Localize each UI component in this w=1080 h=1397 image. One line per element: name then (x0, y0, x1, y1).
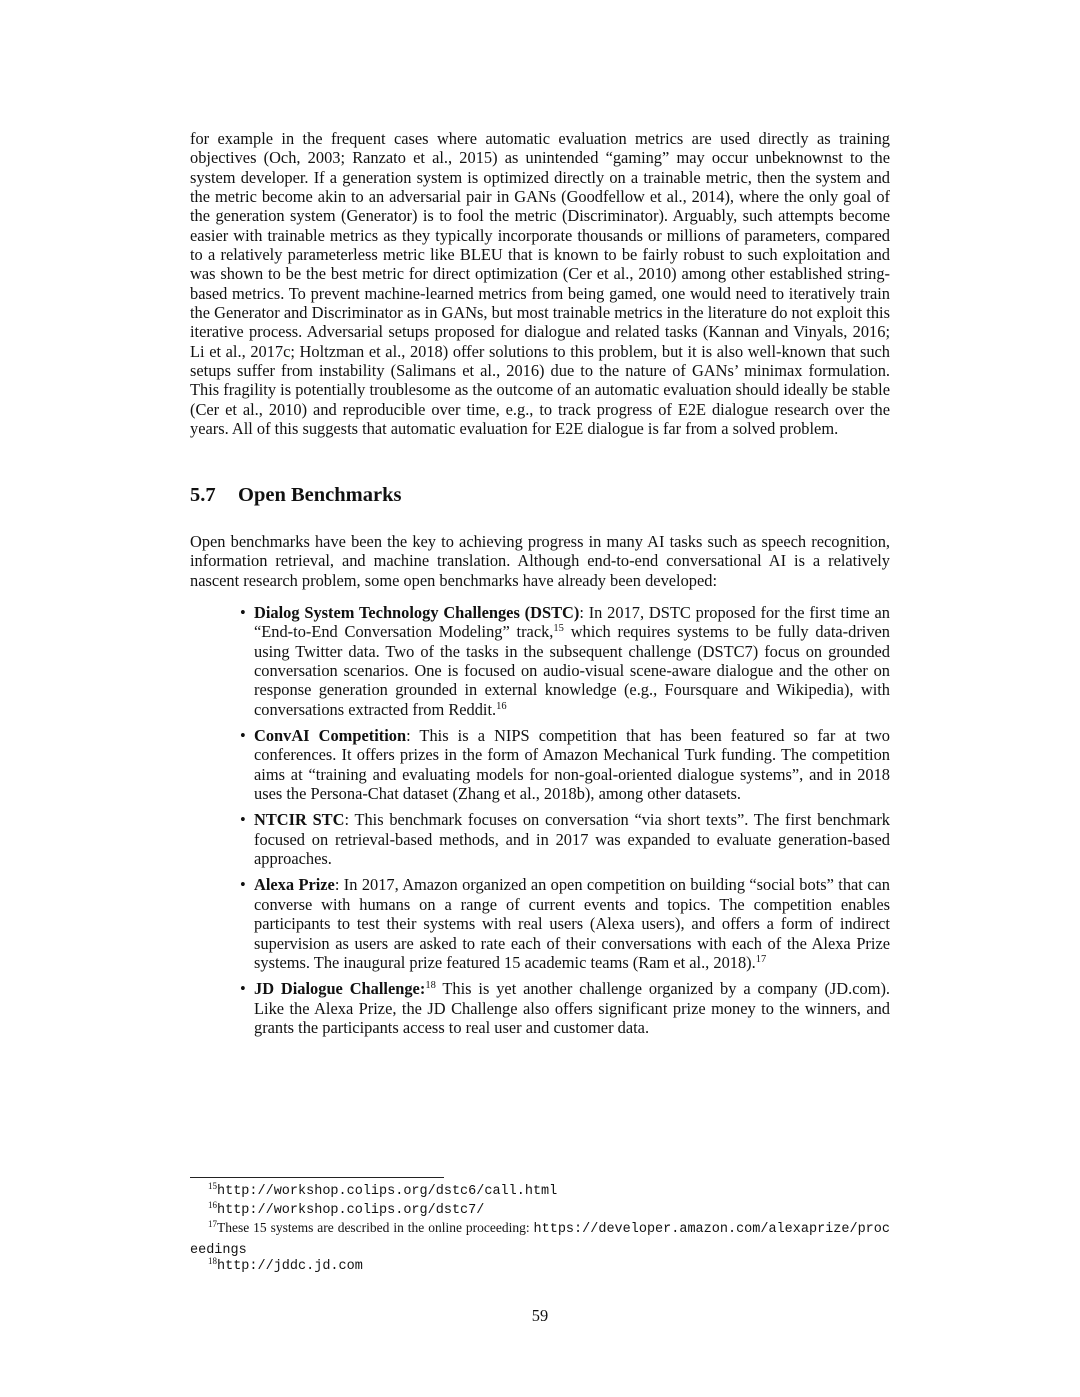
item-text: This is yet another challenge organized by a company (JD.com). Like the Alexa Prize, the JD Challenge also offers significant prize money to the winners, and grants the participants access to real user and customer data. (254, 979, 890, 1037)
footnote-mark[interactable]: 17 (755, 953, 767, 965)
body-paragraph: for example in the frequent cases where automatic evaluation metrics are used directly as training objectives (Och, 2003; Ranzato et al., 2015) as unintended “gaming” may occur unbeknownst to the system developer. If a generation system is optimized directly on a trainable metric, then the system and the metric become akin to an adversarial pair in GANs (Goodfellow et al., 2014), where the only goal of the generation system (Generator) is to fool the metric (Discriminator). Arguably, such attempts become easier with trainable metrics as they typically incorporate thousands or millions of parameters, compared to a relatively parameterless metric like BLEU that is known to be fairly robust to such exploitation and was shown to be the best metric for direct optimization (Cer et al., 2010) among other established string-based metrics. To prevent machine-learned metrics from being gamed, one would need to iteratively train the Generator and Discriminator as in GANs, but most trainable metrics in the literature do not exploit this iterative process. Adversarial setups proposed for dialogue and related tasks (Kannan and Vinyals, 2016; Li et al., 2017c; Holtzman et al., 2018) offer solutions to this problem, but it is also well-known that such setups suffer from instability (Salimans et al., 2016) due to the nature of GANs’ minimax formulation. This fragility is potentially troublesome as the outcome of an automatic evaluation should ideally be stable (Cer et al., 2010) and reproducible over time, e.g., to track progress of E2E dialogue research over the years. All of this suggests that automatic evaluation for E2E dialogue is far from a solved problem. (190, 129, 890, 439)
bullet-icon: • (240, 810, 246, 830)
item-term: JD Dialogue Challenge (254, 979, 420, 999)
item-term: NTCIR STC (254, 810, 345, 830)
list-item (240, 810, 891, 869)
section-heading (190, 484, 401, 507)
item-colon: : (419, 979, 426, 999)
page-number: 59 (531, 1306, 549, 1325)
footnote-url[interactable]: http://workshop.colips.org/dstc7/ (217, 1203, 485, 1218)
footnote-number: 15 (208, 1181, 217, 1191)
section-number: 5.7 (190, 484, 216, 506)
footnote-text: These 15 systems are described in the online proceeding: (217, 1220, 534, 1235)
item-term: ConvAI Competition (254, 726, 407, 746)
footnote-number: 18 (208, 1256, 217, 1266)
bullet-icon: • (240, 603, 246, 622)
footnote (190, 1256, 890, 1277)
footnote (190, 1181, 890, 1202)
item-text: which requires systems to be fully data-driven using Twitter data. Two of the tasks in the subsequent challenge (DSTC7) focus on grounded conversation scenarios. One is focused on audio-visual scene-aware dialogue and the other on response generation grounded in external knowledge (e.g., Foursquare and Wikipedia), with conversations extracted from Reddit. (254, 622, 891, 719)
footnote-mark[interactable]: 18 (425, 980, 436, 992)
footnote-url[interactable]: https://developer.amazon.com/alexaprize/proceedings (190, 1222, 890, 1258)
footnote-number: 17 (208, 1219, 217, 1229)
footnote (190, 1200, 890, 1221)
footnote-rule (190, 1177, 444, 1178)
benchmark-list (240, 603, 891, 1044)
footnote-number: 16 (208, 1200, 217, 1210)
list-item (240, 875, 890, 972)
footnote-url[interactable]: http://jddc.jd.com (217, 1259, 363, 1274)
list-item (240, 603, 891, 719)
item-term: Dialog System Technology Challenges (DSTC) (254, 603, 580, 622)
bullet-icon: • (240, 979, 246, 999)
footnote (190, 1219, 890, 1260)
footnote-url[interactable]: http://workshop.colips.org/dstc6/call.html (217, 1184, 558, 1199)
item-text: : This benchmark focuses on conversation “via short texts”. The first benchmark focused on retrieval-based methods, and in 2017 was expanded to evaluate generation-based approaches. (254, 810, 891, 869)
footnote-mark[interactable]: 15 (553, 623, 564, 635)
body-paragraph: Open benchmarks have been the key to achieving progress in many AI tasks such as speech recognition, information retrieval, and machine translation. Although end-to-end conversational AI is a relatively nascent research problem, some open benchmarks have already been developed: (190, 532, 890, 590)
footnote-mark[interactable]: 16 (496, 700, 507, 712)
item-term: Alexa Prize (254, 875, 335, 895)
list-item (240, 979, 890, 1037)
bullet-icon: • (240, 726, 246, 746)
item-text: : In 2017, DSTC proposed for the first time an “End-to-End Conversation Modeling” track, (254, 603, 890, 642)
list-item (240, 726, 890, 804)
item-text: : In 2017, Amazon organized an open competition on building “social bots” that can converse with humans on a range of current events and topics. The competition enables participants to test their systems with real users (Alexa users), and offers a form of indirect supervision as users are asked to rate each of their conversations with each of the Alexa Prize systems. The inaugural prize featured 15 academic teams (Ram et al., 2018). (254, 875, 890, 972)
item-text: : This is a NIPS competition that has been featured so far at two conferences. It offers prizes in the form of Amazon Mechanical Turk funding. The competition aims at “training and evaluating models for non-goal-oriented dialogue systems”, and in 2018 uses the Persona-Chat dataset (Zhang et al., 2018b), among other datasets. (254, 726, 890, 804)
bullet-icon: • (240, 875, 246, 895)
section-title: Open Benchmarks (238, 484, 402, 506)
